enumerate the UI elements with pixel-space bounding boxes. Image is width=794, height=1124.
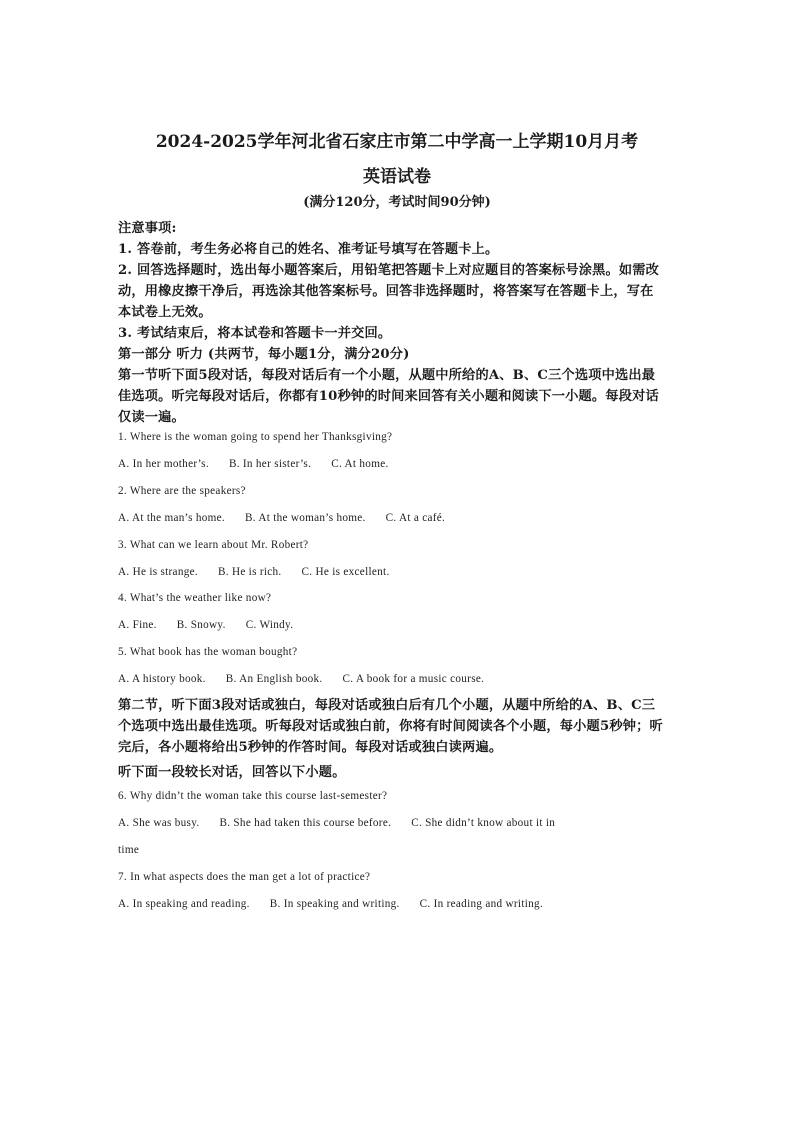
option-b: B. In speaking and writing.: [269, 898, 400, 910]
option-c: C. At home.: [331, 458, 389, 470]
option-c: C. Windy.: [245, 619, 294, 631]
option-b: B. She had taken this course before.: [219, 817, 392, 829]
notice-item-1: 1. 答卷前，考生务必将自己的姓名、准考证号填写在答题卡上。: [118, 242, 499, 257]
question-5-stem: 5. What book has the woman bought?: [118, 646, 298, 658]
option-a: A. A history book.: [118, 673, 206, 685]
option-a: A. Fine.: [118, 619, 157, 631]
option-c: C. He is excellent.: [301, 566, 390, 578]
option-c: C. She didn’t know about it in: [411, 817, 556, 829]
question-6-stem: 6. Why didn’t the woman take this course last-semester?: [118, 790, 388, 802]
option-b: B. An English book.: [225, 673, 323, 685]
notice-item-3: 3. 考试结束后，将本试卷和答题卡一并交回。: [118, 326, 392, 341]
option-c: C. In reading and writing.: [419, 898, 544, 910]
notice-item-2-line-2: 动，用橡皮擦干净后，再选涂其他答案标号。回答非选择题时，将答案写在答题卡上，写在: [118, 284, 654, 299]
question-4-stem: 4. What’s the weather like now?: [118, 592, 272, 604]
option-a: A. She was busy.: [118, 817, 200, 829]
question-3-options: [118, 566, 390, 578]
question-4-options: [118, 619, 293, 631]
option-b: B. Snowy.: [176, 619, 226, 631]
section2-line-3: 完后，各小题将给出5秒钟的作答时间。每段对话或独白读两遍。: [118, 740, 503, 755]
section2-line-2: 个选项中选出最佳选项。听每段对话或独白前，你将有时间阅读各个小题，每小题5秒钟；听: [118, 719, 663, 734]
section1-line-2: 佳选项。听完每段对话后，你都有10秒钟的时间来回答有关小题和阅读下一小题。每段对话: [118, 389, 659, 404]
long-dialog-instruction: 听下面一段较长对话，回答以下小题。: [118, 765, 346, 780]
question-1-options: [118, 458, 389, 470]
question-7-options: [118, 898, 543, 910]
question-3-stem: 3. What can we learn about Mr. Robert?: [118, 539, 309, 551]
option-a: A. In her mother’s.: [118, 458, 209, 470]
option-b: B. In her sister’s.: [228, 458, 312, 470]
notice-heading: 注意事项:: [118, 221, 177, 236]
question-6-options: [118, 817, 555, 829]
section1-line-3: 仅读一遍。: [118, 410, 185, 425]
exam-subtitle: 英语试卷: [363, 167, 431, 187]
question-5-options: [118, 673, 484, 685]
exam-note: (满分120分，考试时间90分钟): [303, 195, 491, 210]
option-c: C. At a café.: [385, 512, 446, 524]
question-1-stem: 1. Where is the woman going to spend her Thanksgiving?: [118, 431, 393, 443]
option-b: B. At the woman’s home.: [244, 512, 366, 524]
section1-line-1: 第一节听下面5段对话，每段对话后有一个小题，从题中所给的A、B、C三个选项中选出最: [118, 368, 656, 383]
notice-item-2-line-1: 2. 回答选择题时，选出每小题答案后，用铅笔把答题卡上对应题目的答案标号涂黑。如需改: [118, 263, 660, 278]
question-6-option-c-continued: time: [118, 844, 140, 856]
option-b: B. He is rich.: [217, 566, 282, 578]
option-a: A. He is strange.: [118, 566, 198, 578]
exam-title: 2024-2025学年河北省石家庄市第二中学高一上学期10月月考: [155, 132, 639, 152]
question-2-options: [118, 512, 445, 524]
section2-line-1: 第二节，听下面3段对话或独白，每段对话或独白后有几个小题，从题中所给的A、B、C三: [118, 698, 656, 713]
part1-heading: 第一部分 听力 (共两节，每小题1分，满分20分): [118, 347, 410, 362]
question-7-stem: 7. In what aspects does the man get a lot of practice?: [118, 871, 371, 883]
notice-item-2-line-3: 本试卷上无效。: [118, 305, 212, 320]
option-c: C. A book for a music course.: [342, 673, 485, 685]
option-a: A. In speaking and reading.: [118, 898, 250, 910]
option-a: A. At the man’s home.: [118, 512, 225, 524]
question-2-stem: 2. Where are the speakers?: [118, 485, 246, 497]
